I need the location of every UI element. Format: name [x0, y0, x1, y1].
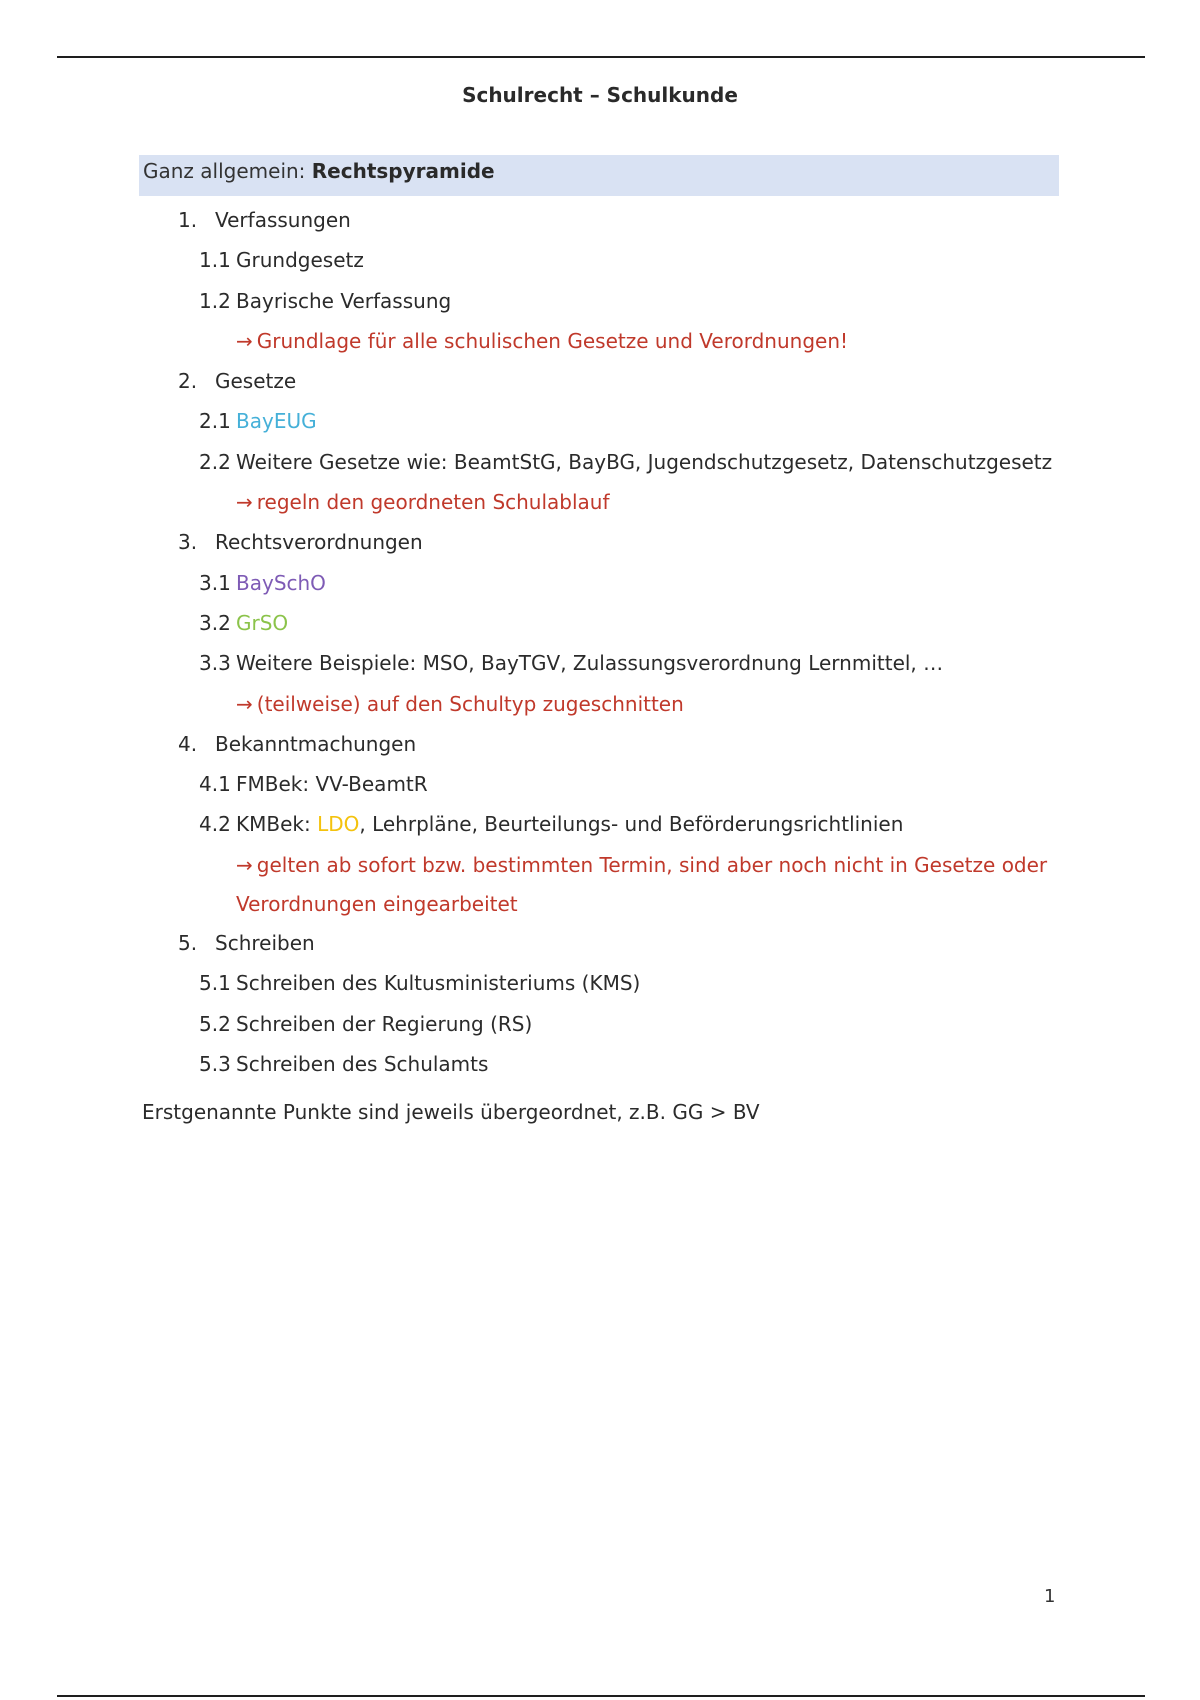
- bottom-rule: [57, 1695, 1145, 1697]
- note-line-continuation: [0, 885, 1200, 923]
- note-text: regeln den geordneten Schulablauf: [256, 490, 610, 515]
- list-item: [0, 361, 1200, 401]
- arrow-right-icon: →: [236, 691, 253, 716]
- list-item: [0, 522, 1200, 562]
- item-number: 4.: [178, 731, 198, 756]
- note-text: Verordnungen eingearbeitet: [236, 892, 518, 917]
- note-line: [0, 321, 1200, 361]
- summary-text: Erstgenannte Punkte sind jeweils übergeordnet, z.B. GG > BV: [142, 1100, 760, 1124]
- list-item: [0, 643, 1200, 683]
- note-text: (teilweise) auf den Schultyp zugeschnitten: [256, 691, 684, 716]
- item-number: 3.1: [199, 570, 231, 595]
- item-label: Bayrische Verfassung: [236, 288, 452, 313]
- item-number: 3.: [178, 530, 198, 555]
- list-item: [0, 923, 1200, 963]
- item-number: 1.2: [199, 288, 231, 313]
- item-label: Rechtsverordnungen: [215, 530, 423, 555]
- list-item: [0, 1044, 1200, 1084]
- section-heading-prefix: Ganz allgemein:: [143, 159, 306, 183]
- item-number: 1.: [178, 208, 198, 232]
- item-number: 5.3: [199, 1051, 231, 1076]
- list-item: [0, 200, 1200, 240]
- item-label: Weitere Gesetze wie: BeamtStG, BayBG, Jugendschutzgesetz, Datenschutzgesetz: [236, 449, 1053, 474]
- item-label: FMBek: VV-BeamtR: [236, 772, 428, 797]
- item-label: Schreiben des Schulamts: [236, 1051, 489, 1076]
- item-label: Schreiben der Regierung (RS): [236, 1011, 533, 1036]
- item-number: 5.: [178, 931, 198, 956]
- list-item: [0, 603, 1200, 643]
- item-number: 3.3: [199, 651, 231, 676]
- arrow-right-icon: →: [236, 490, 253, 515]
- item-number: 2.1: [199, 409, 231, 434]
- list-item: [0, 442, 1200, 482]
- item-label: Verfassungen: [215, 208, 351, 232]
- outline-list: [0, 200, 1200, 1084]
- item-number: 4.1: [199, 772, 231, 797]
- note-line: [0, 482, 1200, 522]
- item-label: Grundgesetz: [236, 248, 364, 273]
- note-text: gelten ab sofort bzw. bestimmten Termin, sind aber noch nicht in Gesetze oder: [256, 852, 1048, 877]
- item-label: BaySchO: [236, 570, 326, 595]
- list-item: [0, 563, 1200, 603]
- list-item: [0, 724, 1200, 764]
- list-item: [0, 1004, 1200, 1044]
- item-number: 5.2: [199, 1011, 231, 1036]
- top-rule: [57, 56, 1145, 58]
- item-label: Schreiben: [215, 931, 315, 956]
- item-number: 1.1: [199, 248, 231, 273]
- list-item: [0, 281, 1200, 321]
- list-item: [0, 963, 1200, 1003]
- item-label: Weitere Beispiele: MSO, BayTGV, Zulassungsverordnung Lernmittel, …: [236, 651, 944, 676]
- item-label: Schreiben des Kultusministeriums (KMS): [236, 971, 641, 996]
- list-item: [0, 804, 1200, 844]
- section-heading-bold: Rechtspyramide: [311, 159, 495, 183]
- item-number: 4.2: [199, 812, 231, 837]
- item-number: 2.: [178, 369, 198, 394]
- list-item: [0, 764, 1200, 804]
- item-number: 3.2: [199, 610, 231, 635]
- item-label-highlight: LDO: [317, 812, 360, 837]
- page-number: 1: [1044, 1586, 1056, 1607]
- item-number: 2.2: [199, 449, 231, 474]
- item-label: Bekanntmachungen: [215, 731, 417, 756]
- item-label-prefix: KMBek:: [236, 812, 311, 837]
- section-heading: [139, 155, 1059, 196]
- item-label: GrSO: [236, 610, 289, 635]
- note-line: [0, 845, 1200, 885]
- arrow-right-icon: →: [236, 852, 253, 877]
- page-title: Schulrecht – Schulkunde: [462, 83, 738, 107]
- item-label-rest: , Lehrpläne, Beurteilungs- und Beförderungsrichtlinien: [359, 812, 904, 837]
- note-line: [0, 684, 1200, 724]
- note-text: Grundlage für alle schulischen Gesetze und Verordnungen!: [256, 328, 849, 353]
- item-number: 5.1: [199, 971, 231, 996]
- list-item: [0, 401, 1200, 441]
- item-label: BayEUG: [236, 409, 317, 434]
- arrow-right-icon: →: [236, 328, 253, 353]
- list-item: [0, 240, 1200, 280]
- item-label: Gesetze: [215, 369, 297, 394]
